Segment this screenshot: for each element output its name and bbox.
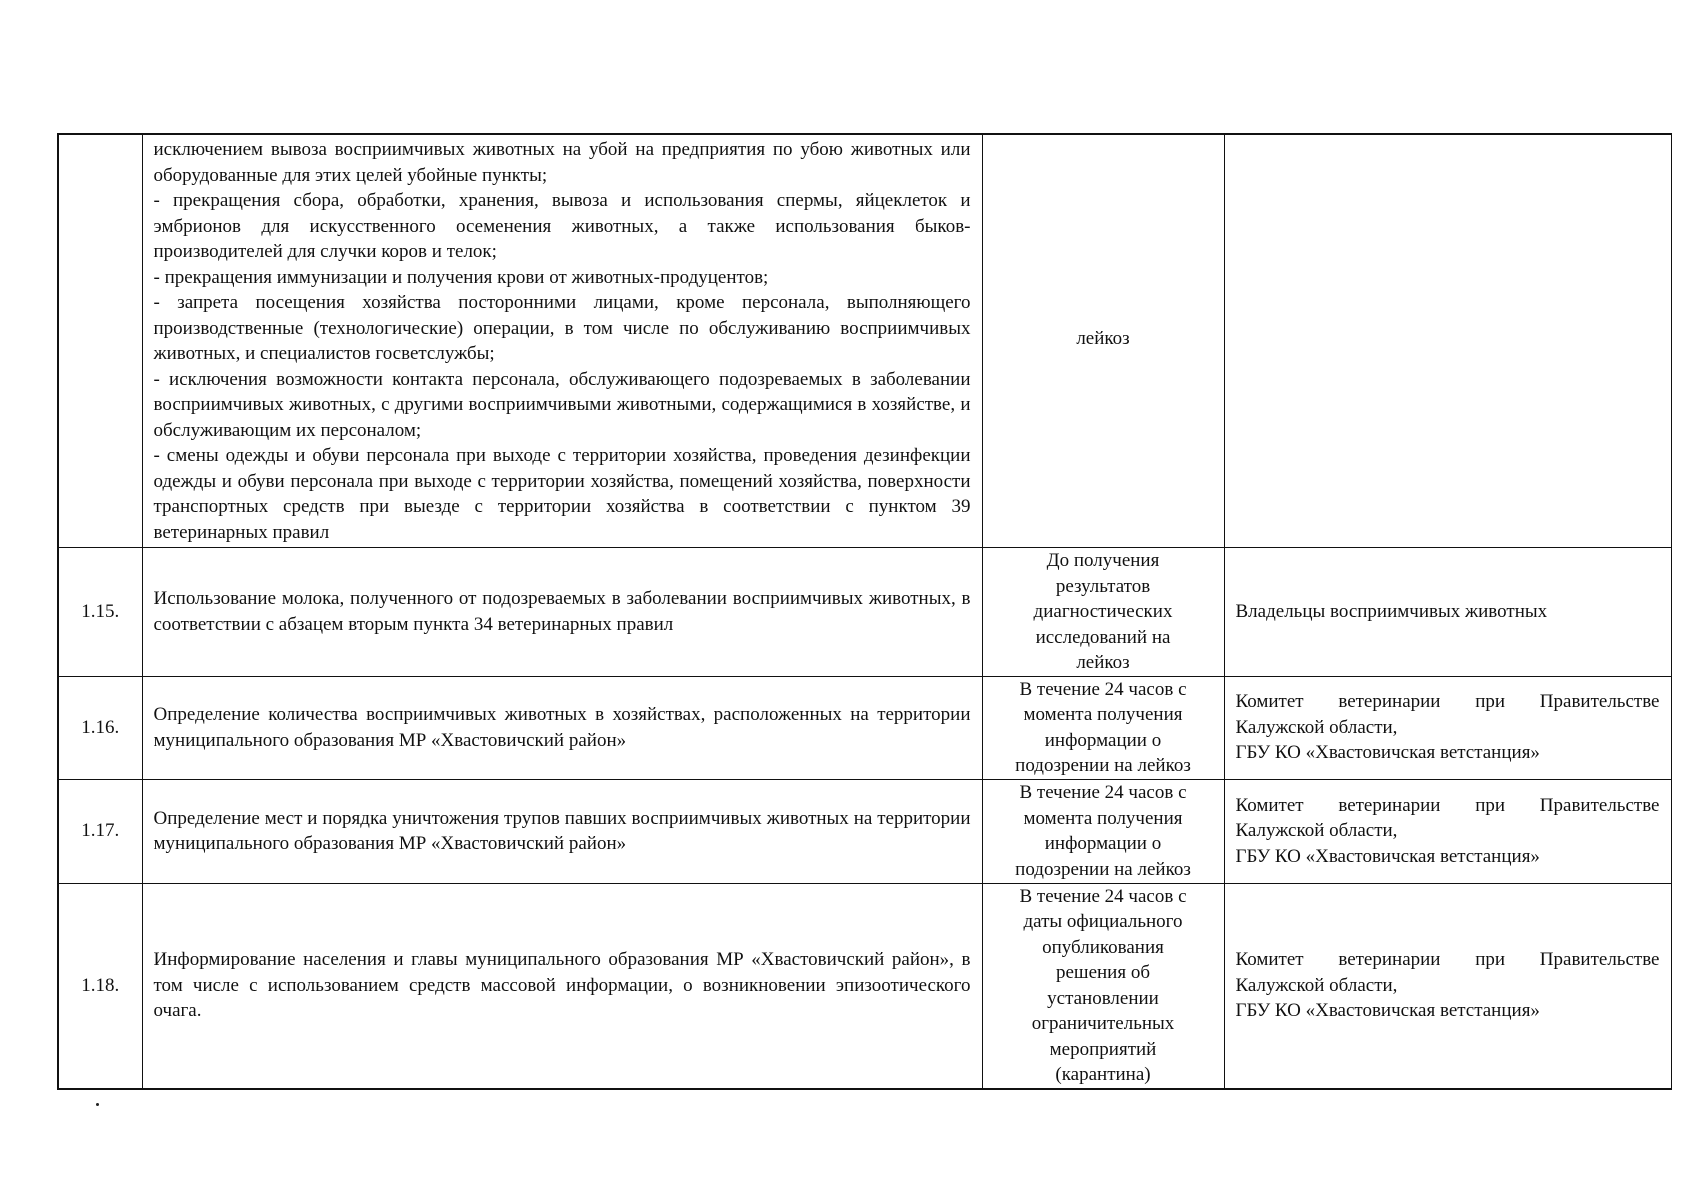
measure-line: - прекращения сбора, обработки, хранения, вывоза и использования спермы, яйцеклеток и эмбрионов для искусственного осеменения животных, а также использования быков-производителей для случки коров и телок;	[153, 190, 971, 262]
row-number: 1.18.	[58, 883, 142, 1089]
measure-line: Использование молока, полученного от подозреваемых в заболевании восприимчивых животных, в соответствии с абзацем вторым пункта 34 ветеринарных правил	[153, 588, 971, 635]
measure-line: Информирование населения и главы муниципального образования МР «Хвастовичский район», в том числе с использованием средств массовой информации, о возникновении эпизоотического очага.	[153, 949, 971, 1022]
term-cell	[982, 134, 1224, 548]
measure-line: - запрета посещения хозяйства посторонними лицами, кроме персонала, выполняющего производственные (технологические) операции, в том числе по обслуживанию восприимчивых животных, и специалистов госветслужбы;	[153, 292, 971, 364]
responsible-line: Владельцы восприимчивых животных	[1235, 601, 1548, 622]
term-cell	[982, 779, 1224, 883]
responsible-cell	[1224, 134, 1671, 548]
term-line: В течение 24 часов с	[1019, 885, 1187, 907]
term-line: установлении	[1047, 987, 1159, 1009]
row-number	[58, 134, 142, 548]
responsible-cell	[1224, 779, 1671, 883]
measure-cell	[142, 779, 982, 883]
term-line: В течение 24 часов с	[1019, 678, 1187, 700]
term-line: даты официального	[1023, 911, 1183, 932]
measure-line: - прекращения иммунизации и получения крови от животных-продуцентов;	[153, 266, 769, 288]
term-line: информации о	[1044, 729, 1162, 751]
measure-cell	[142, 676, 982, 779]
measures-table	[57, 133, 1672, 1090]
responsible-line: Комитет ветеринарии при Правительстве Калужской области,	[1235, 949, 1660, 996]
scan-speck	[96, 1103, 99, 1106]
table-row	[58, 548, 1671, 677]
term-line: мероприятий	[1049, 1038, 1157, 1060]
responsible-cell	[1224, 548, 1671, 677]
responsible-line: ГБУ КО «Хвастовичская ветстанция»	[1235, 845, 1540, 867]
responsible-line: ГБУ КО «Хвастовичская ветстанция»	[1235, 742, 1540, 764]
table-row	[58, 883, 1671, 1089]
measure-cell	[142, 548, 982, 677]
term-cell	[982, 883, 1224, 1089]
term-line: исследований на	[1035, 626, 1171, 648]
measure-cell	[142, 134, 982, 548]
responsible-line: Комитет ветеринарии при Правительстве Калужской области,	[1235, 691, 1660, 738]
measure-line: исключением вывоза восприимчивых животных на убой на предприятия по убою животных или оборудованные для этих целей убойные пункты;	[153, 139, 971, 186]
term-line: (карантина)	[1055, 1064, 1151, 1085]
term-line: момента получения	[1023, 807, 1183, 829]
measure-line: Определение мест и порядка уничтожения трупов павших восприимчивых животных на территории муниципального образования МР «Хвастовичский район»	[153, 807, 971, 854]
measure-cell	[142, 883, 982, 1089]
responsible-line: Комитет ветеринарии при Правительстве Калужской области,	[1235, 794, 1660, 842]
table-row	[58, 676, 1671, 779]
term-line: информации о	[1044, 833, 1162, 854]
responsible-cell	[1224, 676, 1671, 779]
row-number: 1.16.	[58, 676, 142, 779]
term-line: опубликования	[1042, 936, 1164, 958]
row-number: 1.15.	[58, 548, 142, 677]
measure-line: Определение количества восприимчивых животных в хозяйствах, расположенных на территории муниципального образования МР «Хвастовичский район»	[153, 704, 971, 751]
term-line: решения об	[1056, 962, 1150, 983]
term-line: результатов	[1055, 575, 1151, 597]
term-line: момента получения	[1023, 704, 1183, 725]
term-line: подозрении на лейкоз	[1015, 858, 1191, 880]
term-line: ограничительных	[1031, 1013, 1175, 1034]
term-line: диагностических	[1033, 601, 1173, 622]
table-row	[58, 779, 1671, 883]
row-number: 1.17.	[58, 779, 142, 883]
term-line: лейкоз	[1076, 652, 1130, 673]
term-line: До получения	[1046, 550, 1160, 571]
term-line: В течение 24 часов с	[1019, 782, 1187, 803]
term-cell	[982, 548, 1224, 677]
measure-line: - смены одежды и обуви персонала при выходе с территории хозяйства, проведения дезинфекции одежды и обуви персонала при выходе с территории хозяйства, помещений хозяйства, поверхности транспортных средств при выезде с территории хозяйства в соответствии с пунктом 39 ветеринарных правил	[153, 445, 971, 543]
term-line: лейкоз	[1076, 328, 1130, 349]
responsible-cell	[1224, 883, 1671, 1089]
measure-line: - исключения возможности контакта персонала, обслуживающего подозреваемых в заболевании восприимчивых животных, с другими восприимчивыми животными, содержащимися в хозяйстве, и обслуживающим их персоналом;	[153, 368, 971, 441]
table-row	[58, 134, 1671, 548]
term-cell	[982, 676, 1224, 779]
term-line: подозрении на лейкоз	[1015, 755, 1191, 776]
responsible-line: ГБУ КО «Хвастовичская ветстанция»	[1235, 1000, 1540, 1022]
